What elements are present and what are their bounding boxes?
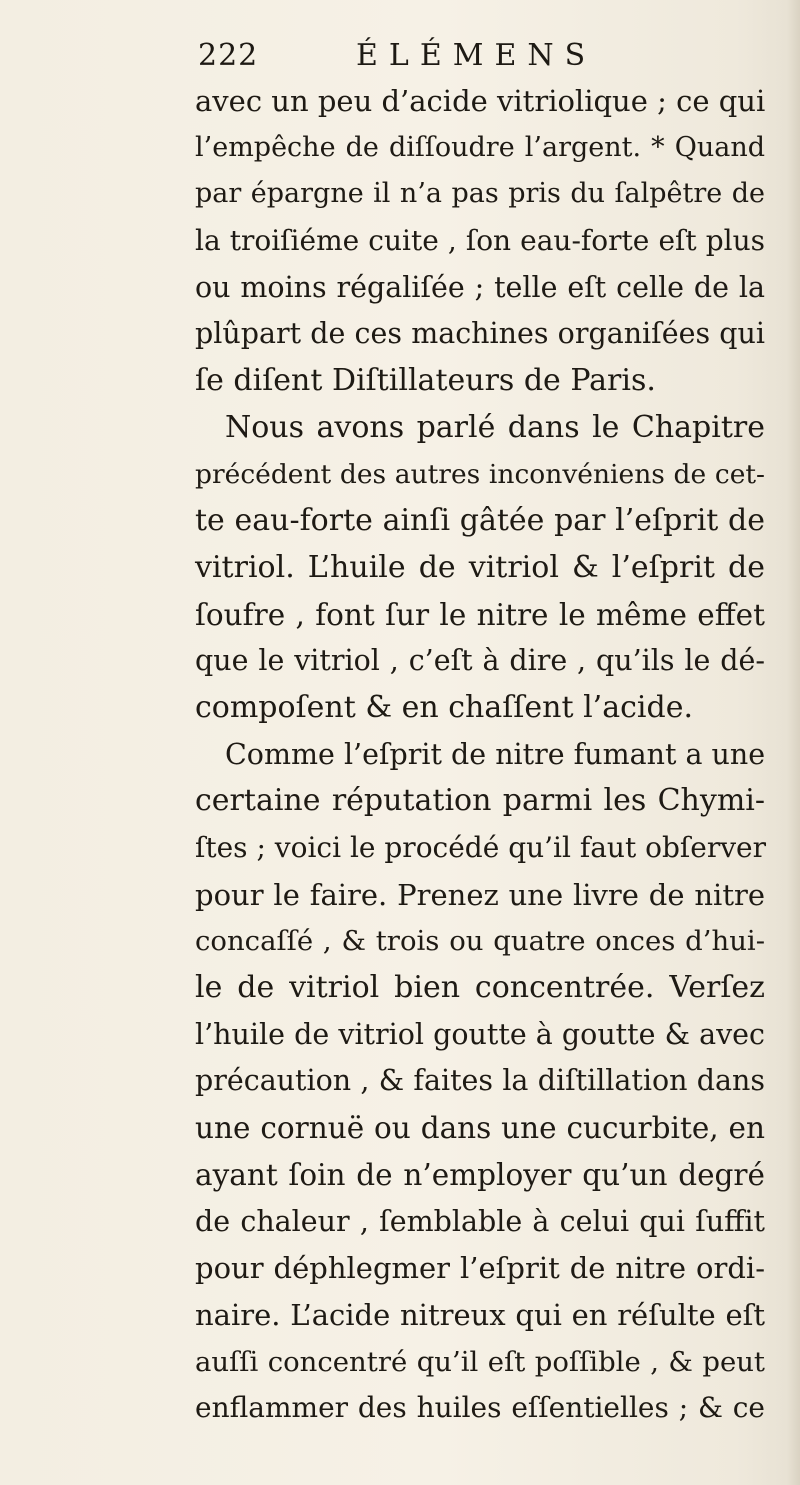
text-line: précédent des autres inconvéniens de cet-	[195, 458, 765, 490]
page-number: 222	[198, 38, 259, 73]
page-header	[198, 32, 668, 72]
text-line: l’empêche de diſſoudre l’argent. * Quand	[195, 131, 765, 163]
text-line: plûpart de ces machines organiſées qui	[195, 317, 765, 351]
text-line: te eau-forte ainſi gâtée par l’eſprit de	[195, 503, 765, 539]
text-line: ou moins régaliſée ; telle eſt celle de la	[195, 270, 765, 304]
text-line: compoſent & en chaſſent l’acide.	[195, 689, 693, 725]
text-line: que le vitriol , c’eſt à dire , qu’ils le dé-	[195, 644, 765, 678]
text-line: auſſi concentré qu’il eſt poſſible , & peut	[195, 1345, 765, 1378]
text-line: ayant ſoin de n’employer qu’un degré	[195, 1157, 765, 1192]
text-line: précaution , & faites la diſtillation dans	[195, 1064, 765, 1098]
text-line: l’huile de vitriol goutte à goutte & avec	[195, 1017, 765, 1051]
text-line: pour le faire. Prenez une livre de nitre	[195, 877, 765, 912]
text-line: avec un peu d’acide vitriolique ; ce qui	[195, 84, 766, 118]
text-line: la troiſiéme cuite , ſon eau-forte eſt plus	[195, 224, 765, 258]
paragraph-start-line: Comme l’eſprit de nitre fumant a une	[225, 737, 766, 771]
text-line: naire. L’acide nitreux qui en réſulte eſt	[195, 1297, 765, 1332]
page-edge	[786, 0, 800, 1485]
text-line: concaſſé , & trois ou quatre onces d’hui-	[195, 925, 765, 958]
text-line: certaine réputation parmi les Chymi-	[195, 783, 765, 819]
text-line: ſe diſent Diſtillateurs de Paris.	[195, 363, 656, 399]
body-text	[195, 78, 765, 1432]
text-line: ſoufre , font ſur le nitre le même effet	[195, 597, 765, 632]
text-line: de chaleur , ſemblable à celui qui ſuffit	[195, 1204, 765, 1238]
running-title: ÉLÉMENS	[356, 38, 597, 73]
text-line: ſtes ; voici le procédé qu’il faut obſerver	[195, 831, 766, 864]
text-line: enflammer des huiles eſſentielles ; & ce	[195, 1391, 765, 1425]
text-line: une cornuë ou dans une cucurbite, en	[195, 1111, 765, 1146]
text-line: pour déphlegmer l’eſprit de nitre ordi-	[195, 1251, 765, 1286]
paragraph-start-line: Nous avons parlé dans le Chapitre	[225, 409, 765, 445]
text-line: par épargne il n’a pas pris du ſalpêtre de	[195, 178, 765, 210]
text-line: vitriol. L’huile de vitriol & l’eſprit de	[195, 549, 765, 585]
text-line: le de vitriol bien concentrée. Verſez	[195, 970, 765, 1006]
